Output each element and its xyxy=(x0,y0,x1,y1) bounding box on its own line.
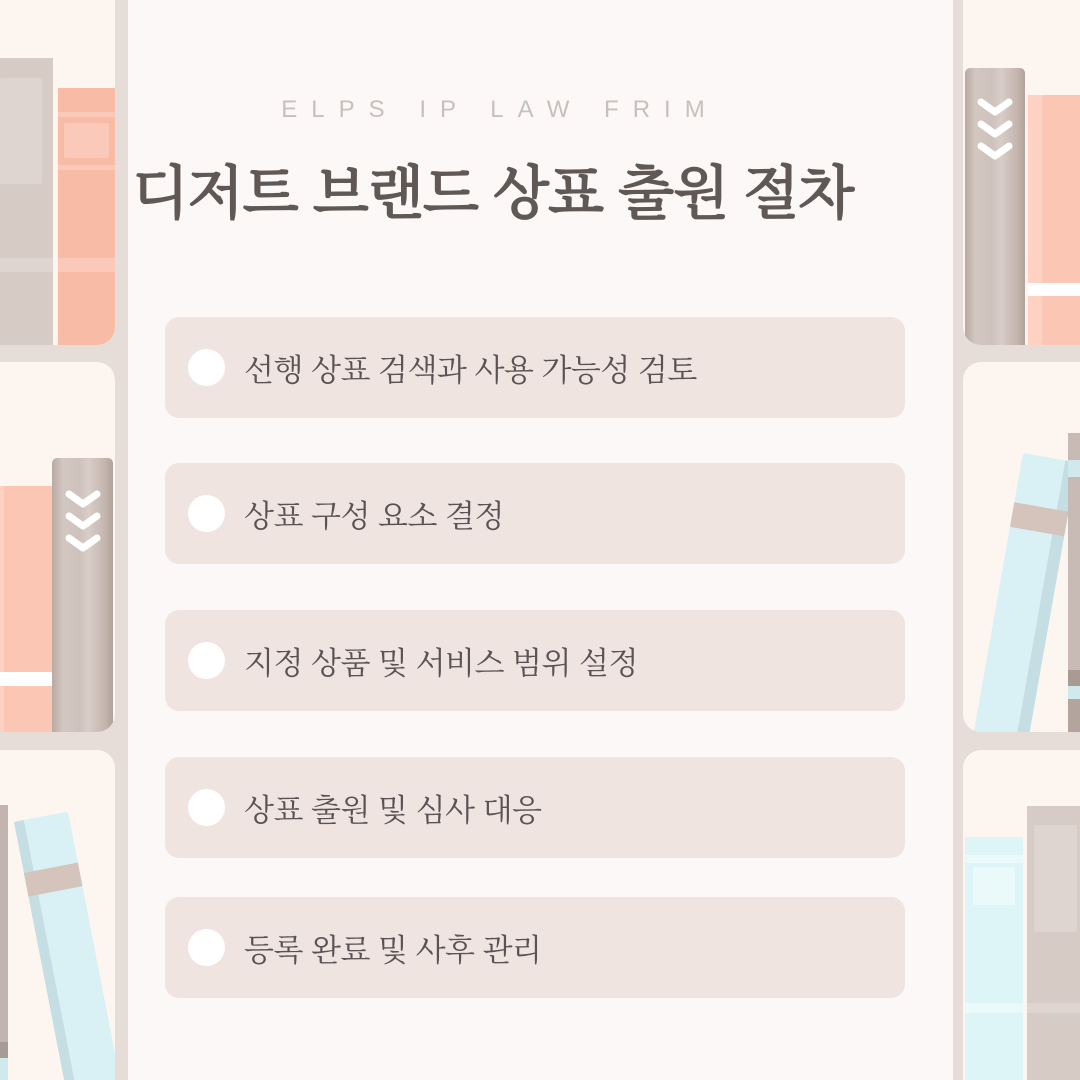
checklist-item xyxy=(165,317,905,418)
checklist-item xyxy=(165,610,905,711)
book-spine-salmon xyxy=(0,486,52,732)
bullet-circle xyxy=(188,349,225,386)
book-spine-edge xyxy=(1068,433,1080,732)
book-spine-salmon xyxy=(58,88,115,345)
book-spine-chevron xyxy=(52,458,113,732)
bullet-circle xyxy=(188,789,225,826)
book-band xyxy=(1068,670,1080,686)
book-band xyxy=(965,855,1023,863)
firm-name-eyebrow: ELPS IP LAW FRIM xyxy=(281,96,719,123)
book-spine-taupe xyxy=(0,58,53,345)
book-band xyxy=(0,1042,8,1058)
book-band xyxy=(0,1058,8,1080)
shelf-compartment xyxy=(0,0,115,345)
book-band xyxy=(965,1003,1023,1013)
leaning-book-blue xyxy=(973,453,1078,732)
content-panel xyxy=(128,0,953,1080)
checklist-item xyxy=(165,463,905,564)
bullet-circle xyxy=(188,642,225,679)
book-band xyxy=(1028,283,1080,296)
book-label xyxy=(1034,825,1077,932)
checklist-item-label: 등록 완료 및 사후 관리 xyxy=(244,933,542,968)
book-spine-edge xyxy=(0,805,8,1080)
shelf-compartment xyxy=(963,0,1080,345)
book-highlight xyxy=(1028,95,1042,345)
chevron-down-icon xyxy=(974,98,1016,164)
book-band xyxy=(0,672,52,686)
book-edge xyxy=(14,820,81,1080)
book-band xyxy=(1068,699,1080,732)
shelf-compartment xyxy=(963,362,1080,732)
book-band xyxy=(58,165,115,170)
book-spine-blue xyxy=(965,837,1023,1080)
checklist-item xyxy=(165,897,905,998)
checklist-item-label: 선행 상표 검색과 사용 가능성 검토 xyxy=(244,353,697,388)
book-band xyxy=(1027,1003,1080,1013)
book-band xyxy=(1068,686,1080,699)
book-band xyxy=(0,258,53,272)
book-spine-salmon xyxy=(1028,95,1080,345)
book-label xyxy=(64,123,109,158)
checklist-item xyxy=(165,757,905,858)
leaning-book-blue xyxy=(14,812,115,1080)
checklist-item-label: 상표 구성 요소 결정 xyxy=(244,499,504,534)
book-label xyxy=(0,78,42,184)
bullet-circle xyxy=(188,929,225,966)
page-title: 디저트 브랜드 상표 출원 절차 xyxy=(132,161,854,226)
book-label xyxy=(973,867,1015,905)
bullet-circle xyxy=(188,495,225,532)
checklist-item-label: 상표 출원 및 심사 대응 xyxy=(244,793,542,828)
book-spine-taupe xyxy=(1027,806,1080,1080)
book-band xyxy=(58,258,115,272)
shelf-compartment xyxy=(963,750,1080,1080)
shelf-compartment xyxy=(0,750,115,1080)
checklist-item-label: 지정 상품 및 서비스 범위 설정 xyxy=(244,646,638,681)
book-spine-chevron xyxy=(965,68,1025,345)
book-band xyxy=(1068,460,1080,477)
book-highlight xyxy=(0,486,4,732)
chevron-down-icon xyxy=(62,490,104,556)
shelf-compartment xyxy=(0,362,115,732)
book-band xyxy=(58,112,115,117)
